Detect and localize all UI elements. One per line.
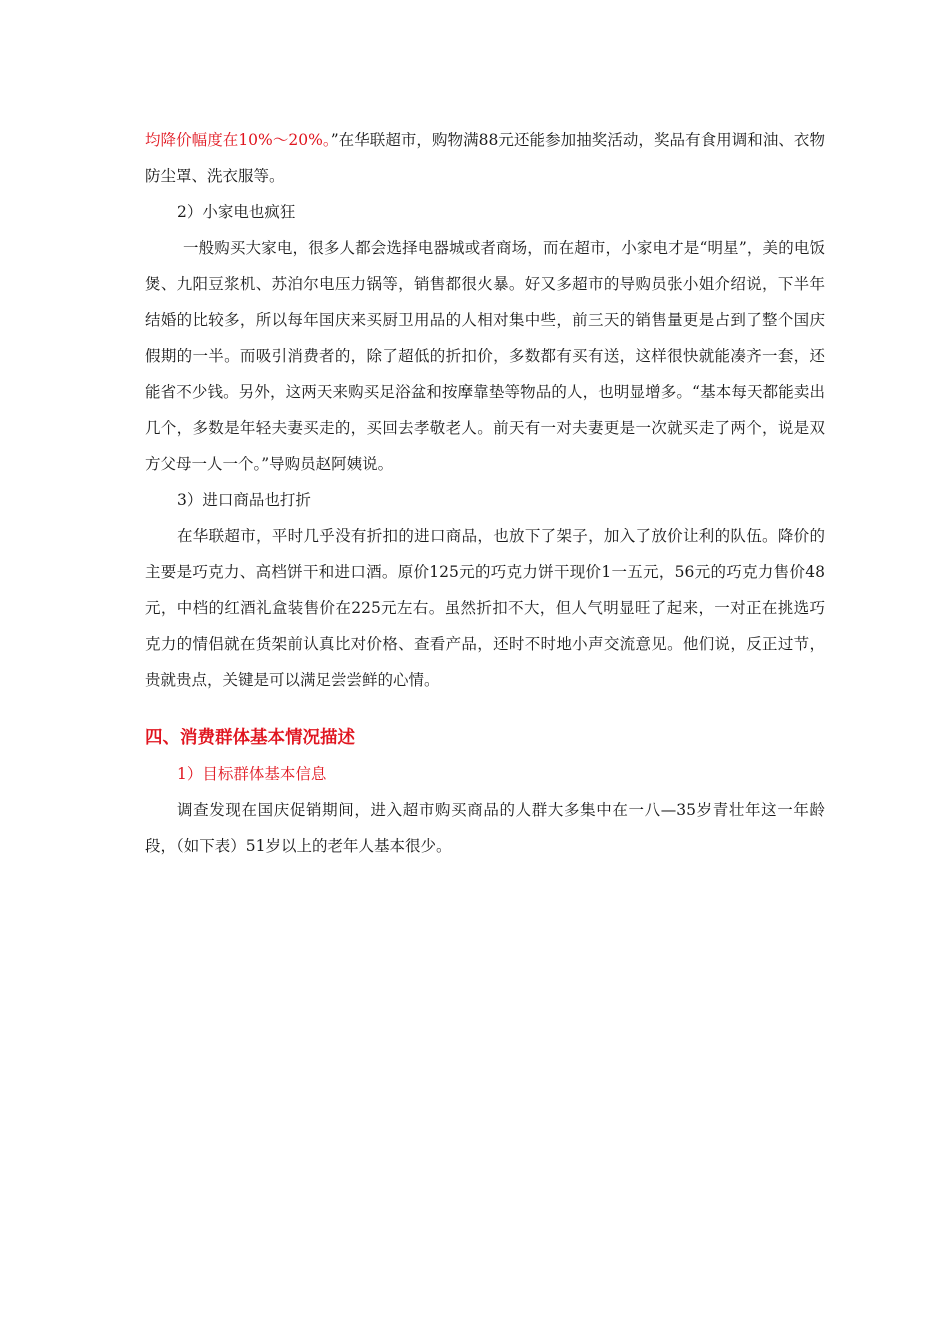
paragraph-target-group: 调查发现在国庆促销期间，进入超市购买商品的人群大多集中在一八—35岁青壮年这一年龄段，（如下表）51岁以上的老年人基本很少。 (145, 801, 825, 855)
section-title-consumer-groups: 四、消费群体基本情况描述 (145, 728, 355, 748)
subheading-small-appliances: 2）小家电也疯狂 (177, 203, 296, 221)
intro-paragraph (145, 122, 825, 194)
subheading-target-group: 1）目标群体基本信息 (177, 765, 327, 783)
paragraph-small-appliances: 一般购买大家电，很多人都会选择电器城或者商场，而在超市，小家电才是“明星”，美的电饭煲、九阳豆浆机、苏泊尔电压力锅等，销售都很火暴。好又多超市的导购员张小姐介绍说，下半年结婚的比较多，所以每年国庆来买厨卫用品的人相对集中些，前三天的销售量更是占到了整个国庆假期的一半。而吸引消费者的，除了超低的折扣价，多数都有买有送，这样很快就能凑齐一套，还能省不少钱。另外，这两天来购买足浴盆和按摩靠垫等物品的人，也明显增多。“基本每天都能卖出几个，多数是年轻夫妻买走的，买回去孝敬老人。前天有一对夫妻更是一次就买走了两个，说是双方父母一人一个。”导购员赵阿姨说。 (145, 239, 825, 473)
subheading-imported-goods: 3）进口商品也打折 (177, 491, 311, 509)
document-page (145, 122, 825, 864)
intro-highlight: 均降价幅度在10%～20%。 (145, 131, 331, 149)
intro-text: ”在华联超市，购物满88元还能参加抽奖活动，奖品有食用调和油、衣物防尘罩、洗衣服等。 (145, 131, 825, 185)
paragraph-imported-goods: 在华联超市，平时几乎没有折扣的进口商品，也放下了架子，加入了放价让利的队伍。降价的主要是巧克力、高档饼干和进口酒。原价125元的巧克力饼干现价1一五元，56元的巧克力售价48元，中档的红酒礼盒装售价在225元左右。虽然折扣不大，但人气明显旺了起来，一对正在挑选巧克力的情侣就在货架前认真比对价格、查看产品，还时不时地小声交流意见。他们说，反正过节，贵就贵点，关键是可以满足尝尝鲜的心情。 (145, 527, 825, 689)
